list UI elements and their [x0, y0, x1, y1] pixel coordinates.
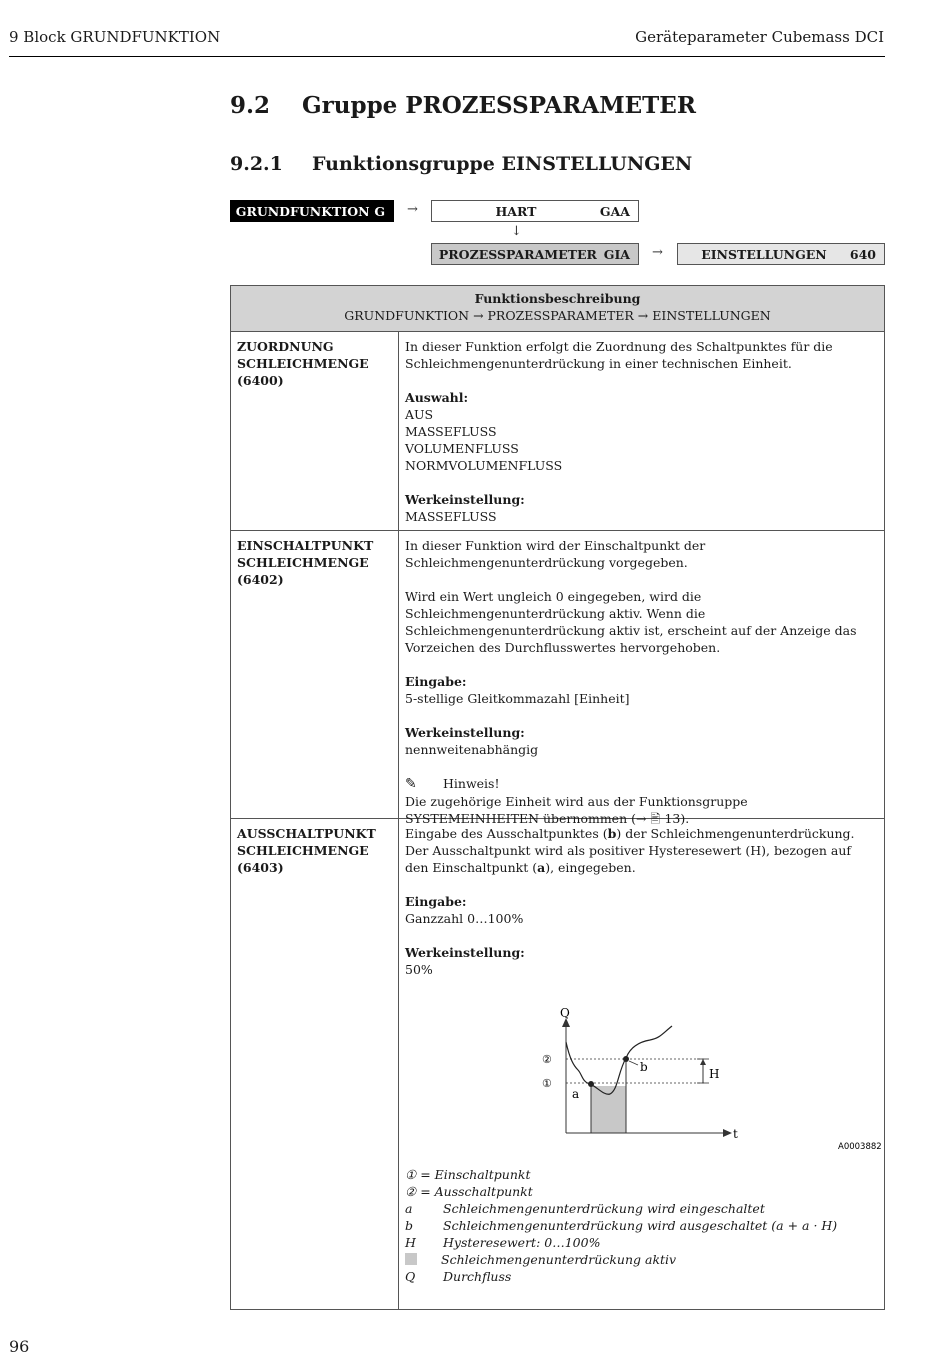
table-head-path: GRUNDFUNKTION → PROZESSPARAMETER → EINSTELLUNGEN [344, 308, 771, 323]
function-code: (6403) [237, 860, 284, 875]
label-a: a [572, 1087, 580, 1101]
legend-item: b Schleichmengenunterdrückung wird ausgeschaltet (a + a · H) [405, 1218, 838, 1233]
legend-item: H Hysteresewert: 0…100% [405, 1235, 601, 1250]
running-header-left: 9 Block GRUNDFUNKTION [9, 28, 221, 46]
nav-grund-label: GRUNDFUNKTION [235, 203, 370, 219]
werk-value: 50% [405, 962, 433, 977]
nav-hart-code: GAA [599, 203, 630, 219]
eingabe-label: Eingabe: [405, 894, 467, 909]
point-b [623, 1056, 629, 1062]
row-function-description [399, 332, 884, 531]
legend-item: Schleichmengenunterdrückung aktiv [405, 1251, 837, 1268]
description-text: Eingabe des Ausschaltpunktes (b) der Schleichmengenunterdrückung. [405, 826, 855, 841]
header-rule [9, 56, 885, 57]
section-title: Gruppe PROZESSPARAMETER [302, 92, 696, 119]
function-table-header [230, 285, 885, 332]
label-h: H [709, 1067, 720, 1081]
werk-label: Werkeinstellung: [405, 492, 525, 507]
row-function-name [231, 819, 399, 1309]
nav-grund-code: G [374, 203, 385, 219]
function-name-line: SCHLEICHMENGE [237, 356, 369, 371]
row-function-description [399, 819, 884, 984]
eingabe-label: Eingabe: [405, 674, 467, 689]
table-row-einschaltpunkt [230, 531, 885, 826]
arrow-right-icon: → [652, 245, 663, 260]
description-text: Der Ausschaltpunkt wird als positiver Hysteresewert (H), bezogen auf den Einschaltpunkt (a), eingegeben. [405, 843, 852, 875]
nav-einst-label: EINSTELLUNGEN [701, 246, 827, 262]
row-function-description [399, 531, 884, 833]
hinweis-label: Hinweis! [443, 776, 500, 791]
description-text: In dieser Funktion erfolgt die Zuordnung des Schaltpunktes für die Schleichmengenunterdrückung in einer technischen Einheit. [405, 339, 833, 371]
row-function-name [231, 531, 399, 818]
werk-label: Werkeinstellung: [405, 725, 525, 740]
function-code: (6402) [237, 572, 284, 587]
legend-item: ① = Einschaltpunkt [405, 1167, 531, 1182]
function-name-line: AUSSCHALTPUNKT [237, 826, 376, 841]
subsection-heading [230, 153, 692, 175]
legend-item: Q Durchfluss [405, 1269, 512, 1284]
description-text: In dieser Funktion wird der Einschaltpunkt der Schleichmengenunterdrückung vorgegeben. [405, 538, 706, 570]
flow-curve [566, 1026, 672, 1094]
werk-value: nennweitenabhängig [405, 742, 539, 757]
table-row-zuordnung [230, 332, 885, 531]
nav-proz-code: GIA [603, 246, 630, 262]
subsection-title: Funktionsgruppe EINSTELLUNGEN [312, 153, 693, 175]
figure-reference: A0003882 [838, 1142, 882, 1152]
function-code: (6400) [237, 373, 284, 388]
function-name-line: ZUORDNUNG [237, 339, 334, 354]
nav-box-prozessparameter [431, 243, 639, 265]
nav-hart-label: HART [495, 203, 537, 219]
option-item: VOLUMENFLUSS [405, 441, 519, 456]
nav-box-einstellungen [677, 243, 885, 265]
option-item: MASSEFLUSS [405, 424, 497, 439]
label-b: b [640, 1060, 648, 1074]
subsection-number: 9.2.1 [230, 153, 283, 175]
function-name-line: SCHLEICHMENGE [237, 843, 369, 858]
legend-item: ② = Ausschaltpunkt [405, 1184, 533, 1199]
function-name-line: EINSCHALTPUNKT [237, 538, 374, 553]
option-item: NORMVOLUMENFLUSS [405, 458, 563, 473]
werk-label: Werkeinstellung: [405, 945, 525, 960]
eingabe-value: 5-stellige Gleitkommazahl [Einheit] [405, 691, 630, 706]
point-a [588, 1081, 594, 1087]
legend-item: a Schleichmengenunterdrückung wird eingeschaltet [405, 1201, 765, 1216]
pencil-icon: ✎ [405, 776, 417, 792]
x-axis-arrow-icon [723, 1129, 732, 1137]
section-number: 9.2 [230, 92, 271, 119]
function-name-line: SCHLEICHMENGE [237, 555, 369, 570]
table-head-title: Funktionsbeschreibung [474, 291, 641, 306]
description-text: Wird ein Wert ungleich 0 eingegeben, wird die Schleichmengenunterdrückung aktiv. Wenn die Schleichmengenunterdrückung aktiv ist, erscheint auf der Anzeige das Vorzeichen des Durchflusswertes hervorgehoben. [405, 589, 857, 655]
page-number: 96 [9, 1337, 30, 1356]
active-region [591, 1086, 626, 1133]
auswahl-label: Auswahl: [405, 390, 469, 405]
section-heading [230, 92, 696, 119]
eingabe-value: Ganzzahl 0…100% [405, 911, 524, 926]
t-axis-label: t [733, 1127, 738, 1141]
nav-einst-code: 640 [849, 246, 876, 262]
arrow-right-icon: → [407, 202, 418, 217]
nav-proz-label: PROZESSPARAMETER [438, 246, 597, 262]
option-item: AUS [405, 407, 434, 422]
nav-box-grundfunktion [230, 200, 394, 222]
arrow-down-icon: ↓ [511, 224, 522, 239]
hinweis-line [405, 775, 878, 793]
hysteresis-diagram [530, 1000, 885, 1155]
row-function-name [231, 332, 399, 530]
gray-square-icon [405, 1253, 417, 1265]
mark-1: ① [542, 1077, 552, 1090]
nav-box-hart [431, 200, 639, 222]
running-header-right: Geräteparameter Cubemass DCI [635, 28, 884, 46]
figure-legend [405, 1166, 837, 1285]
hinweis-text: Die zugehörige Einheit wird aus der Funktionsgruppe SYSTEMEINHEITEN übernommen (→ 🖹 13). [405, 794, 748, 826]
werk-value: MASSEFLUSS [405, 509, 497, 524]
mark-2: ② [542, 1053, 552, 1066]
q-axis-label: Q [560, 1006, 570, 1020]
